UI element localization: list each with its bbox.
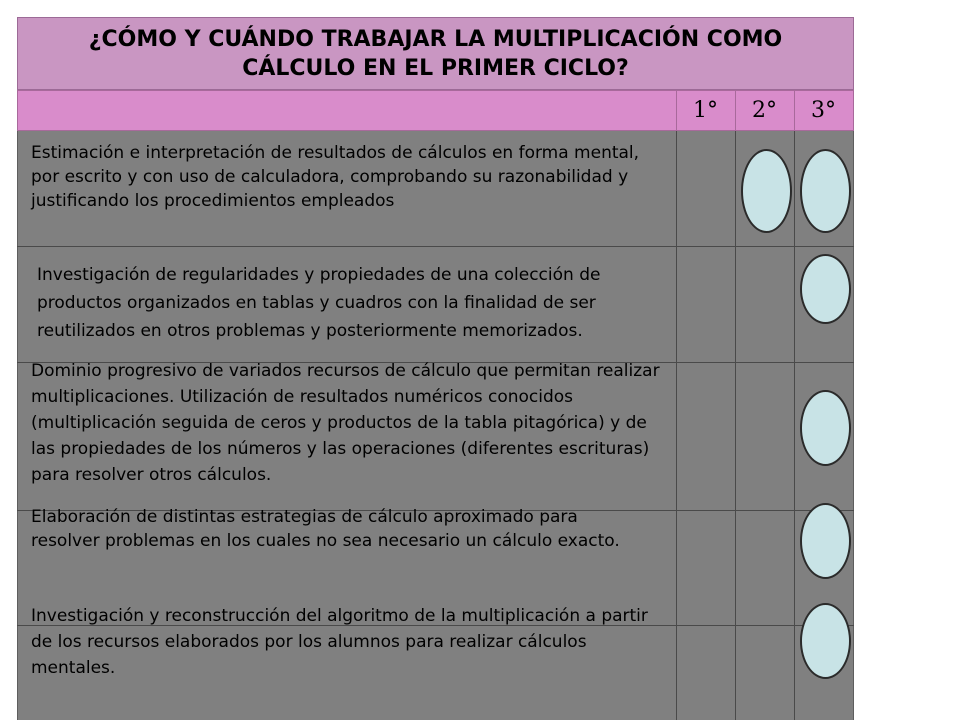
slide-title-text: ¿CÓMO Y CUÁNDO TRABAJAR LA MULTIPLICACIÓN COMO CÁLCULO EN EL PRIMER CICLO? bbox=[88, 26, 783, 81]
mark-oval-row1-grade3 bbox=[800, 149, 851, 233]
row-2-text: Investigación de regularidades y propiedades de una colección de productos organizados en tablas y cuadros con la finalidad de ser reutilizados en otros problemas y posteriormente memorizados. bbox=[37, 265, 601, 341]
grade-1-header: 1° bbox=[676, 91, 734, 130]
row-3-text: Dominio progresivo de variados recursos de cálculo que permitan realizar multiplicaciones. Utilización de resultados numéricos conocidos (multiplicación seguida de ceros y productos de la tabla pitagórica) y de las propiedades de los números y las operaciones (diferentes escrituras) para resolver otros cálculos. bbox=[31, 361, 660, 485]
mark-oval-row4-grade3 bbox=[800, 503, 851, 579]
mark-oval-row3-grade3 bbox=[800, 390, 851, 466]
grade-3-header: 3° bbox=[794, 91, 852, 130]
mark-oval-row1-grade2 bbox=[741, 149, 792, 233]
column-divider bbox=[735, 131, 736, 720]
row-divider bbox=[17, 246, 854, 247]
row-5-text: Investigación y reconstrucción del algoritmo de la multiplicación a partir de los recursos elaborados por los alumnos para realizar cálculos mentales. bbox=[31, 606, 648, 678]
grade-2-header: 2° bbox=[735, 91, 793, 130]
column-divider bbox=[676, 131, 677, 720]
slide-title bbox=[17, 17, 854, 90]
row-4-text: Elaboración de distintas estrategias de cálculo aproximado para resolver problemas en los cuales no sea necesario un cálculo exacto. bbox=[31, 507, 620, 551]
column-divider bbox=[794, 131, 795, 720]
mark-oval-row5-grade3 bbox=[800, 603, 851, 679]
mark-oval-row2-grade3 bbox=[800, 254, 851, 324]
row-1-text: Estimación e interpretación de resultados de cálculos en forma mental, por escrito y con uso de calculadora, comprobando su razonabilidad y justificando los procedimientos empleados bbox=[31, 143, 640, 211]
